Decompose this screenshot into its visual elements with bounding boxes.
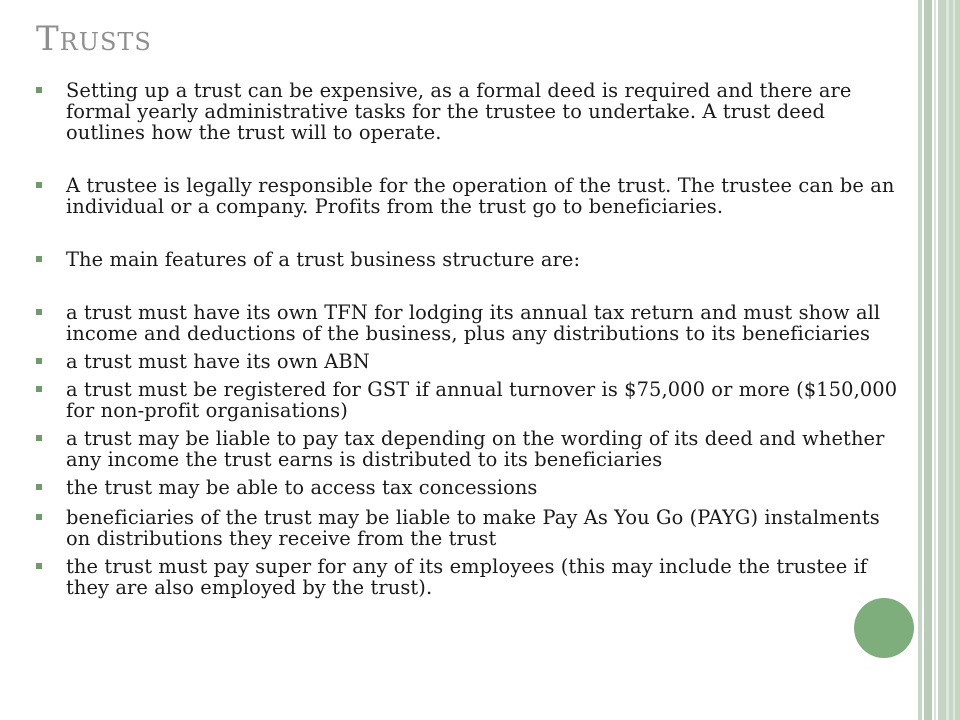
square-bullet-icon bbox=[36, 514, 42, 520]
bullet-item bbox=[36, 379, 906, 421]
square-bullet-icon bbox=[36, 484, 42, 490]
square-bullet-icon bbox=[36, 256, 42, 262]
square-bullet-icon bbox=[36, 309, 42, 315]
bullet-item bbox=[36, 556, 906, 598]
square-bullet-icon bbox=[36, 563, 42, 569]
bullet-item bbox=[36, 249, 906, 270]
decor-stripe bbox=[918, 0, 922, 720]
square-bullet-icon bbox=[36, 358, 42, 364]
bullet-text: the trust must pay super for any of its employees (this may include the trustee if they are also employed by the trust). bbox=[66, 555, 868, 599]
decor-stripe bbox=[953, 0, 955, 720]
bullet-text: a trust must be registered for GST if annual turnover is $75,000 or more ($150,000 for non-profit organisations) bbox=[66, 378, 898, 422]
bullet-text: A trustee is legally responsible for the operation of the trust. The trustee can be an individual or a company. Profits from the trust go to beneficiaries. bbox=[66, 174, 895, 218]
square-bullet-icon bbox=[36, 386, 42, 392]
decor-stripe bbox=[924, 0, 932, 720]
bullet-text: a trust must have its own ABN bbox=[66, 350, 370, 373]
bullet-text: The main features of a trust business structure are: bbox=[66, 248, 581, 271]
bullet-item bbox=[36, 351, 906, 372]
decor-stripe bbox=[946, 0, 949, 720]
bullet-content bbox=[36, 80, 906, 598]
square-bullet-icon bbox=[36, 87, 42, 93]
bullet-list bbox=[36, 80, 906, 598]
slide-title: Trusts bbox=[36, 19, 152, 59]
square-bullet-icon bbox=[36, 182, 42, 188]
decor-stripe bbox=[938, 0, 960, 720]
bullet-item bbox=[36, 175, 906, 217]
accent-circle bbox=[854, 598, 914, 658]
bullet-text: a trust may be liable to pay tax depending on the wording of its deed and whether any income the trust earns is distributed to its beneficiaries bbox=[66, 427, 885, 471]
square-bullet-icon bbox=[36, 435, 42, 441]
bullet-item bbox=[36, 507, 906, 549]
bullet-text: a trust must have its own TFN for lodging its annual tax return and must show all income and deductions of the business, plus any distributions to its beneficiaries bbox=[66, 301, 881, 345]
bullet-text: the trust may be able to access tax concessions bbox=[66, 476, 538, 499]
bullet-text: Setting up a trust can be expensive, as a formal deed is required and there are formal yearly administrative tasks for the trustee to undertake. A trust deed outlines how the trust will to operate. bbox=[66, 79, 852, 144]
decor-stripe bbox=[934, 0, 936, 720]
bullet-item bbox=[36, 428, 906, 470]
bullet-item bbox=[36, 477, 906, 498]
bullet-item bbox=[36, 302, 906, 344]
bullet-item bbox=[36, 80, 906, 143]
bullet-text: beneficiaries of the trust may be liable to make Pay As You Go (PAYG) instalments on distributions they receive from the trust bbox=[66, 506, 880, 550]
